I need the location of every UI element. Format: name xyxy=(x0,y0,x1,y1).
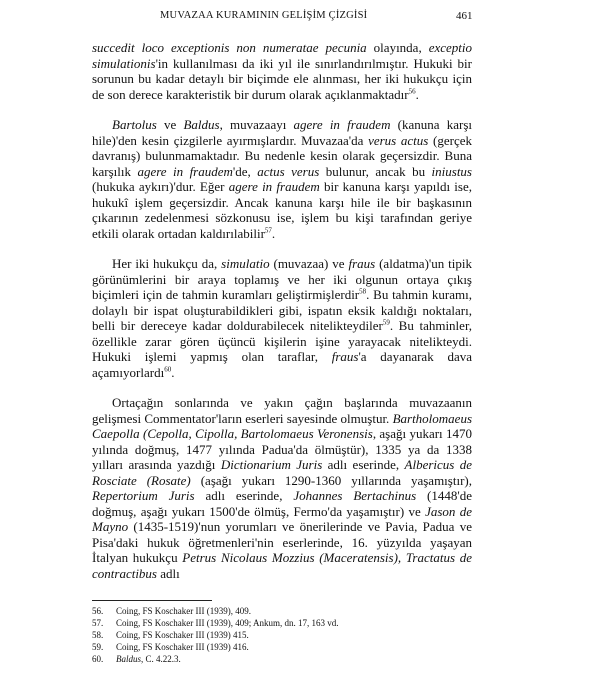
page-number: 461 xyxy=(456,10,473,22)
italic-term: Repertorium Juris xyxy=(92,488,195,503)
footnote-ref: 57 xyxy=(264,226,272,235)
footnotes xyxy=(92,600,472,665)
footnote-text xyxy=(116,641,249,653)
italic-term: iniustus xyxy=(431,163,472,179)
text-run: (aşağı yukarı 1290-1360 yıllarında yaşamıştır), xyxy=(190,472,472,488)
text-run: Her iki hukukçu da, xyxy=(112,256,222,271)
text-run: 'a dayanarak dava açamıyorlardı xyxy=(92,349,472,380)
text-run: 'in kullanılması da iki yıl ile sınırlandırılmıştır. Hukuki bir sorunun bu kadar detaylı bir biçimde ele alınması, her iki hukukçu için de son derece karakteristik bir durum olarak açıklanmaktadır xyxy=(92,55,472,102)
footnote xyxy=(92,605,472,617)
footnote-citation: Coing, FS Koschaker III (1939), 409. xyxy=(116,606,251,616)
footnote-text xyxy=(116,605,251,617)
text-run: , muvazaayı xyxy=(219,117,294,132)
text-run: . Bu tahmin kuramı, dolaylı bir ispat oluşturabildikleri gibi, ispatın eksik kaldığı noktaları, belli bir dereceye kadar doldurabilecek nitelikteydiler xyxy=(92,287,472,333)
text-run: . xyxy=(271,225,276,241)
italic-term: Albericus de Rosciate (Rosate) xyxy=(92,457,473,488)
paragraph xyxy=(92,256,472,380)
footnote-ref: 60 xyxy=(164,365,172,374)
text-run: (hukuka aykırı)'dur. Eğer xyxy=(92,179,229,194)
italic-term: Bartolus xyxy=(112,117,157,132)
footnote-number: 57. xyxy=(92,618,104,628)
text-run: Ortaçağın sonlarında ve yakın çağın başlarında muvazaanın gelişmesi Commentator'ların eserleri sayesinde olmuştur. xyxy=(92,395,472,426)
footnote-text xyxy=(116,617,339,629)
footnote-text xyxy=(116,653,181,665)
footnote-citation: Coing, FS Koschaker III (1939), 409; Ankum, dn. 17, 163 vd. xyxy=(116,618,339,628)
footnote-ref: 59 xyxy=(382,318,390,327)
paragraph xyxy=(92,395,472,581)
italic-term: Jason de Mayno xyxy=(92,503,472,534)
text-run: (muvazaa) ve xyxy=(269,256,349,271)
text-run: (aldatma)'un tipik görünümlerini bir araya toplamış ve her iki olgunun ortaya çıkış biçimleri için de tahmin kuramları geliştirmişlerdir xyxy=(92,256,472,302)
page-header xyxy=(0,10,600,26)
text-run: olayında, xyxy=(366,40,429,55)
footnote-ref: 58 xyxy=(359,287,367,296)
text-run: , aşağı yukarı 1470 yılında doğmuş, 1477 yılında Padua'da ölmüştür), 1335 ya da 1338 yılları arasında yazdığı xyxy=(92,426,473,472)
text-run: . Bu tahminler, özellikle zarar gören üçüncü kişilerin işine yarayacak nitelikteydi. Hukuki işlemi yapmış olan taraflar, xyxy=(92,318,472,364)
italic-term: Petrus Nicolaus Mozzius (Maceratensis), Tractatus de contractibus xyxy=(92,550,472,581)
footnote-citation: Coing, FS Koschaker III (1939) 415. xyxy=(116,630,249,640)
text-run: . xyxy=(415,86,419,102)
footnote-rule xyxy=(92,600,212,601)
italic-term: verus actus xyxy=(368,132,429,148)
footnote-number: 56. xyxy=(92,606,104,616)
text-run: adlı eserinde, xyxy=(322,457,405,472)
text-run: (kanuna karşı hile)'den kesin çizgilerle ayırmışlardır. Muvazaa'da xyxy=(92,117,472,148)
footnote xyxy=(92,653,472,665)
footnote-italic: Baldus xyxy=(116,654,142,664)
footnote-citation: Coing, FS Koschaker III (1939) 416. xyxy=(116,642,249,652)
footnote xyxy=(92,629,472,641)
running-head: MUVAZAA KURAMININ GELİŞİM ÇİZGİSİ xyxy=(160,10,368,21)
footnote xyxy=(92,641,472,653)
paragraph xyxy=(92,117,472,241)
italic-term: fraus xyxy=(348,256,376,271)
footnote-number: 59. xyxy=(92,642,104,652)
italic-term: agere in fraudem xyxy=(293,117,391,132)
italic-term: actus verus xyxy=(257,163,320,179)
text-run: bulunur, ancak bu xyxy=(319,163,432,179)
italic-term: agere in fraudem xyxy=(137,163,233,179)
text-run: adlı xyxy=(157,565,180,581)
footnote-text xyxy=(116,629,249,641)
text-run: . xyxy=(171,364,175,380)
text-run: (1448'de doğmuş, aşağı yukarı 1500'de ölmüş, Fermo'da yaşamıştır) ve xyxy=(92,488,472,519)
text-run: ve xyxy=(156,117,184,132)
body-text xyxy=(92,40,472,596)
text-run: bir kanuna karşı yapıldı ise, hukukî işlem geçersizdir. Ancak kanuna karşı hile ile bir başkasının çıkarının zedelenmesi sözkonusu ise, işlem bu kişi tarafından geriye etkili olarak ortadan kaldırılabilir xyxy=(92,179,473,241)
italic-term: Johannes Bertachinus xyxy=(293,488,417,503)
text-run: 'de, xyxy=(232,163,258,179)
footnote-citation: , C. 4.22.3. xyxy=(141,654,181,664)
italic-term: simulatio xyxy=(221,256,270,271)
italic-term: fraus xyxy=(331,349,359,364)
italic-term: Bartholomaeus Caepolla (Cepolla, Cipolla, Bartolomaeus Veronensis xyxy=(92,410,473,441)
footnote-ref: 56 xyxy=(408,87,416,96)
italic-term: succedit loco exceptionis non numeratae pecunia xyxy=(92,40,367,55)
text-run: (gerçek davranış) bulunmamaktadır. Bu nedenle kesin olarak geçersizdir. Buna karşılık xyxy=(92,132,472,179)
italic-term: Baldus xyxy=(183,117,220,132)
paragraph xyxy=(92,40,472,102)
text-run: adlı eserinde, xyxy=(194,488,294,503)
footnote xyxy=(92,617,472,629)
italic-term: exceptio simulationis xyxy=(92,40,473,71)
italic-term: agere in fraudem xyxy=(228,179,320,194)
footnote-number: 60. xyxy=(92,654,104,664)
text-run: (1435-1519)'nun yorumları ve önerilerinde ve Pavia, Padua ve Pisa'daki hukuk öğretmenleri'nin eserlerinde, 16. yüzyılda yaşayan İtalyan hukukçu xyxy=(92,519,472,565)
italic-term: Dictionarium Juris xyxy=(220,457,323,472)
footnote-number: 58. xyxy=(92,630,104,640)
